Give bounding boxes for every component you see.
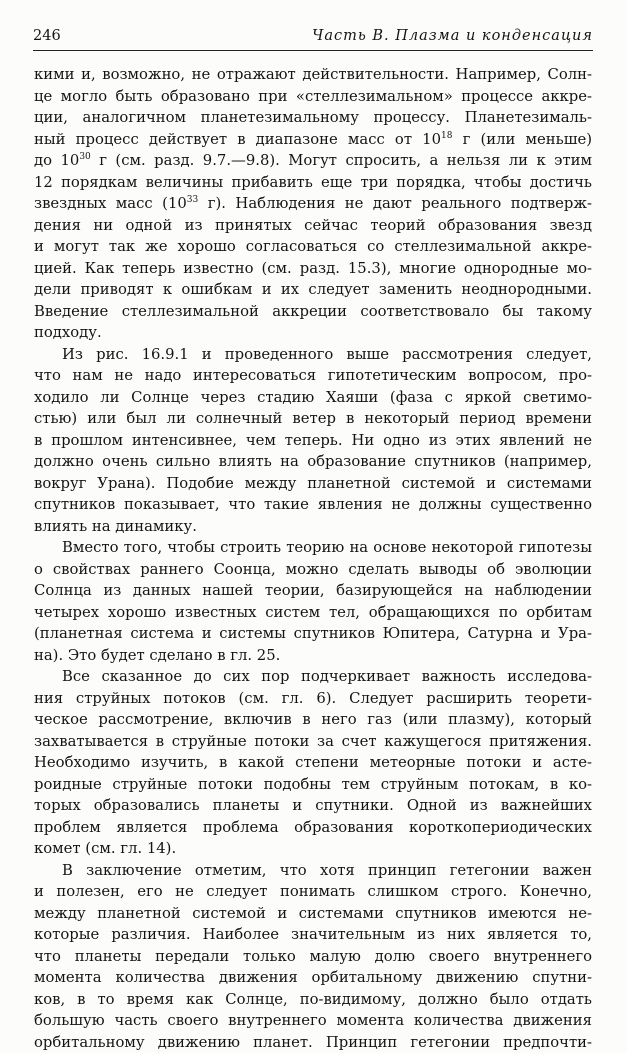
text-line: комет (см. гл. 14). <box>34 838 592 860</box>
text-line: что нам не надо интересоваться гипотетическим вопросом, про- <box>34 365 592 387</box>
text-line: ков, в то время как Солнце, по-видимому, должно было отдать <box>34 989 592 1011</box>
text-line: Введение стеллезимальной аккреции соответствовало бы такому <box>34 301 592 323</box>
text-line: стью) или был ли солнечный ветер в некоторый период времени <box>34 408 592 430</box>
text-line: должно очень сильно влиять на образование спутников (например, <box>34 451 592 473</box>
text-run: до 10 <box>34 152 79 169</box>
text-line: кими и, возможно, не отражают действительности. Например, Солн- <box>34 64 592 86</box>
text-line: на). Это будет сделано в гл. 25. <box>34 645 592 667</box>
text-line: ческое рассмотрение, включив в него газ (или плазму), который <box>34 709 592 731</box>
running-title: Часть В. Плазма и конденсация <box>312 28 593 44</box>
text-line: (планетная система и системы спутников Юпитера, Сатурна и Ура- <box>34 623 592 645</box>
text-line: ции, аналогичном планетезимальному процессу. Планетезималь- <box>34 107 592 129</box>
text-run: г). Наблюдения не дают реального подтверж- <box>198 195 592 212</box>
text-line: В заключение отметим, что хотя принцип гетегонии важен <box>34 860 592 882</box>
text-line: которые различия. Наиболее значительным из них является то, <box>34 924 592 946</box>
text-line: четырех хорошо известных систем тел, обращающихся по орбитам <box>34 602 592 624</box>
text-line: вокруг Урана). Подобие между планетной системой и системами <box>34 473 592 495</box>
text-line <box>34 193 592 215</box>
text-run: г (или меньше) <box>452 131 592 148</box>
exponent: 18 <box>441 131 452 141</box>
text-line: между планетной системой и системами спутников имеются не- <box>34 903 592 925</box>
text-line: влиять на динамику. <box>34 516 592 538</box>
text-line: Из рис. 16.9.1 и проведенного выше рассмотрения следует, <box>34 344 592 366</box>
exponent: 30 <box>79 152 90 162</box>
text-line: подходу. <box>34 322 592 344</box>
text-line: Вместо того, чтобы строить теорию на основе некоторой гипотезы <box>34 537 592 559</box>
text-line <box>34 129 592 151</box>
text-line: и могут так же хорошо согласоваться со стеллезимальной аккре- <box>34 236 592 258</box>
exponent: 33 <box>187 195 198 205</box>
text-line: дели приводят к ошибкам и их следует заменить неоднородными. <box>34 279 592 301</box>
text-line: что планеты передали только малую долю своего внутреннего <box>34 946 592 968</box>
text-line: и полезен, его не следует понимать слишком строго. Конечно, <box>34 881 592 903</box>
text-line: большую часть своего внутреннего момента количества движения <box>34 1010 592 1032</box>
text-line: це могло быть образовано при «стеллезимальном» процессе аккре- <box>34 86 592 108</box>
text-line: момента количества движения орбитальному движению спутни- <box>34 967 592 989</box>
text-line: Все сказанное до сих пор подчеркивает важность исследова- <box>34 666 592 688</box>
text-line: ния струйных потоков (см. гл. 6). Следует расширить теорети- <box>34 688 592 710</box>
page-number: 246 <box>33 28 61 44</box>
body-text <box>34 64 592 1053</box>
text-line: Необходимо изучить, в какой степени метеорные потоки и асте- <box>34 752 592 774</box>
text-line <box>34 150 592 172</box>
text-run: звездных масс (10 <box>34 195 187 212</box>
text-line: о свойствах раннего Соонца, можно сделать выводы об эволюции <box>34 559 592 581</box>
text-line: ходило ли Солнце через стадию Хаяши (фаза с яркой светимо- <box>34 387 592 409</box>
text-line: 12 порядкам величины прибавить еще три порядка, чтобы достичь <box>34 172 592 194</box>
text-line: захватывается в струйные потоки за счет кажущегося притяжения. <box>34 731 592 753</box>
text-line: в прошлом интенсивнее, чем теперь. Ни одно из этих явлений не <box>34 430 592 452</box>
text-run: ный процесс действует в диапазоне масс от 10 <box>34 131 441 148</box>
text-line: орбитальному движению планет. Принцип гетегонии предпочти- <box>34 1032 592 1053</box>
text-line: роидные струйные потоки подобны тем струйным потокам, в ко- <box>34 774 592 796</box>
text-line: спутников показывает, что такие явления не должны существенно <box>34 494 592 516</box>
text-line: торых образовались планеты и спутники. Одной из важнейших <box>34 795 592 817</box>
text-line: проблем является проблема образования короткопериодических <box>34 817 592 839</box>
text-line: Солнца из данных нашей теории, базирующейся на наблюдении <box>34 580 592 602</box>
text-run: г (см. разд. 9.7.—9.8). Могут спросить, а нельзя ли к этим <box>91 152 592 169</box>
text-line: цией. Как теперь известно (см. разд. 15.3), многие однородные мо- <box>34 258 592 280</box>
text-line: дения ни одной из принятых сейчас теорий образования звезд <box>34 215 592 237</box>
page-header <box>33 26 593 51</box>
